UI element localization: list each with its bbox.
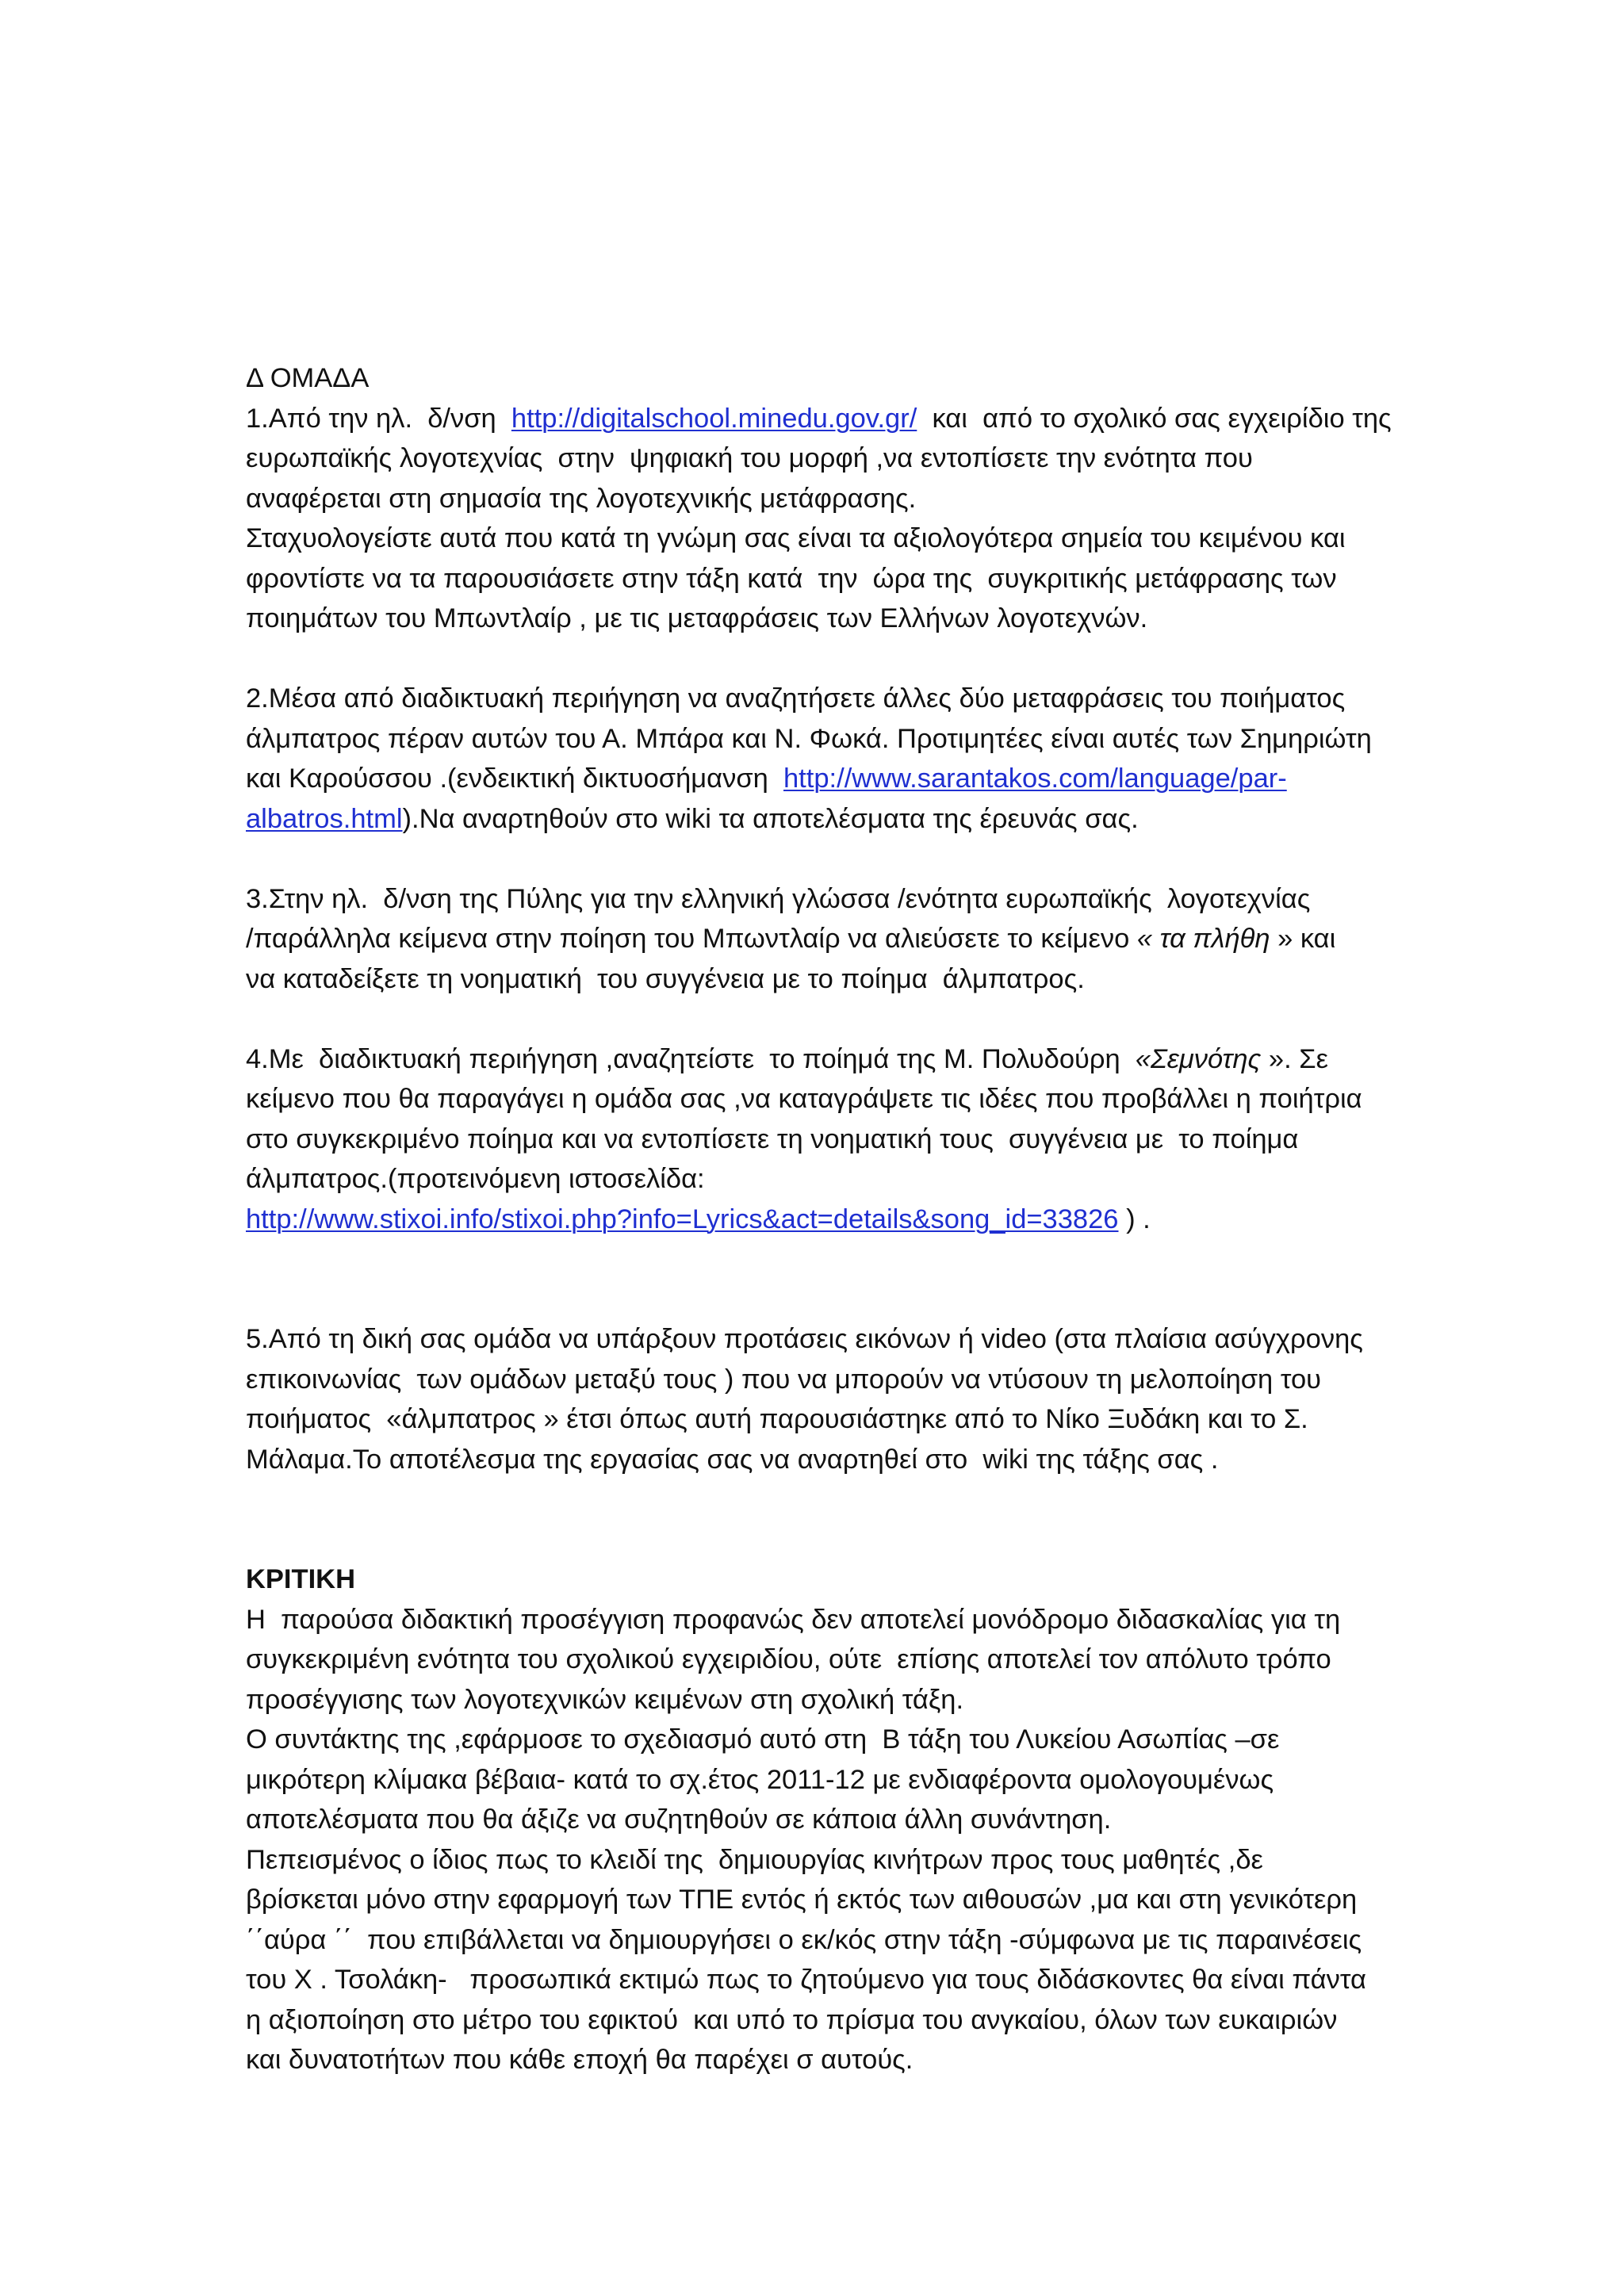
task-2-line-1: 2.Μέσα από διαδικτυακή περιήγηση να αναζητήσετε άλλες δύο μεταφράσεις του ποιήματος	[246, 683, 1346, 714]
group-title: Δ ΟΜΑΔΑ	[246, 363, 370, 393]
critique-p3-line: η αξιοποίηση στο μέτρο του εφικτού και υπό το πρίσμα του ανγκαίου, όλων των ευκαιριών	[246, 2004, 1338, 2035]
task-4-text: 4.Με διαδικτυακή περιήγηση ,αναζητείστε το ποίημά της Μ. Πολυδούρη	[246, 1043, 1136, 1074]
critique-p3-line: ΄΄αύρα ΄΄ που επιβάλλεται να δημιουργήσει ο εκ/κός στην τάξη -σύμφωνα με τις παραινέσεις	[246, 1924, 1362, 1955]
task-4-text: ». Σε	[1261, 1043, 1328, 1074]
task-2-text: ).Να αναρτηθούν στο wiki τα αποτελέσματα της έρευνάς σας.	[402, 803, 1139, 834]
task-4-line-5	[246, 1200, 1546, 1240]
sarantakos-link[interactable]: http://www.sarantakos.com/language/par-	[783, 763, 1287, 794]
task-1-text: και από το σχολικό σας εγχειρίδιο της	[917, 403, 1392, 434]
task-2-line-3	[246, 759, 1546, 799]
digitalschool-link[interactable]: http://digitalschool.minedu.gov.gr/	[511, 403, 917, 434]
task-2	[246, 679, 1546, 839]
critique-section	[246, 1559, 1546, 2080]
critique-p1-line: Η παρούσα διδακτική προσέγγιση προφανώς δεν αποτελεί μονόδρομο διδασκαλίας για τη	[246, 1604, 1341, 1635]
spacer	[246, 639, 1546, 679]
task-5-line-4: Μάλαμα.Το αποτέλεσμα της εργασίας σας να αναρτηθεί στο wiki της τάξης σας .	[246, 1444, 1219, 1475]
task-4-line-1	[246, 1039, 1546, 1080]
task-3-line-1: 3.Στην ηλ. δ/νση της Πύλης για την ελληνική γλώσσα /ενότητα ευρωπαϊκής λογοτεχνίας	[246, 883, 1311, 914]
task-1-text: 1.Από την ηλ. δ/νση	[246, 403, 511, 434]
stixoi-link[interactable]: http://www.stixoi.info/stixoi.php?info=Lyrics&act=details&song_id=33826	[246, 1203, 1119, 1234]
task-2-text: και Καρούσσου .(ενδεικτική δικτυοσήμανση	[246, 763, 783, 794]
task-5-line-3: ποιήματος «άλμπατρος » έτσι όπως αυτή παρουσιάστηκε από το Νίκο Ξυδάκη και το Σ.	[246, 1404, 1308, 1434]
critique-p2-line: μικρότερη κλίμακα βέβαια- κατά το σχ.έτος 2011-12 με ενδιαφέροντα ομολογουμένως	[246, 1764, 1274, 1795]
task-2-line-2: άλμπατρος πέραν αυτών του Α. Μπάρα και Ν. Φωκά. Προτιμητέες είναι αυτές των Σημηριώτη	[246, 723, 1372, 754]
task-3-line-2	[246, 919, 1546, 959]
critique-p1-line: συγκεκριμένη ενότητα του σχολικού εγχειριδίου, ούτε επίσης αποτελεί τον απόλυτο τρόπο	[246, 1644, 1331, 1674]
sarantakos-link-continued[interactable]: albatros.html	[246, 803, 403, 834]
critique-heading: ΚΡΙΤΙΚΗ	[246, 1564, 355, 1594]
task-4-line-3: στο συγκεκριμένο ποίημα και να εντοπίσετε τη νοηματική τους συγγένεια με το ποίημα	[246, 1123, 1299, 1154]
spacer	[246, 1479, 1546, 1559]
critique-p1-line: προσέγγισης των λογοτεχνικών κειμένων στη σχολική τάξη.	[246, 1684, 964, 1715]
task-1-line-5: φροντίστε να τα παρουσιάσετε στην τάξη κατά την ώρα της συγκριτικής μετάφρασης των	[246, 563, 1337, 594]
task-1-line-2: ευρωπαϊκής λογοτεχνίας στην ψηφιακή του μορφή ,να εντοπίσετε την ενότητα που	[246, 443, 1253, 473]
task-3-line-3: να καταδείξετε τη νοηματική του συγγένεια με το ποίημα άλμπατρος.	[246, 963, 1085, 994]
task-1-line-4: Σταχυολογείστε αυτά που κατά τη γνώμη σας είναι τα αξιολογότερα σημεία του κειμένου και	[246, 523, 1346, 553]
task-4-text: ) .	[1118, 1203, 1151, 1234]
task-5	[246, 1319, 1546, 1479]
spacer	[246, 1239, 1546, 1319]
critique-p3-line: του Χ . Τσολάκη- προσωπικά εκτιμώ πως το ζητούμενο για τους διδάσκοντες θα είναι πάντα	[246, 1965, 1366, 1995]
task-4	[246, 1039, 1546, 1240]
critique-p3-line: βρίσκεται μόνο στην εφαρμογή των ΤΠΕ εντός ή εκτός των αιθουσών ,μα και στη γενικότερη	[246, 1885, 1358, 1915]
task-3	[246, 879, 1546, 1000]
critique-p2-line: αποτελέσματα που θα άξιζε να συζητηθούν σε κάποια άλλη συνάντηση.	[246, 1804, 1112, 1835]
task-5-line-1: 5.Από τη δική σας ομάδα να υπάρξουν προτάσεις εικόνων ή video (στα πλαίσια ασύγχρονης	[246, 1324, 1363, 1354]
task-4-line-2: κείμενο που θα παραγάγει η ομάδα σας ,να καταγράψετε τις ιδέες που προβάλλει η ποιήτρια	[246, 1084, 1362, 1114]
task-4-line-4: άλμπατρος.(προτεινόμενη ιστοσελίδα:	[246, 1164, 705, 1194]
task-5-line-2: επικοινωνίας των ομάδων μεταξύ τους ) που να μπορούν να ντύσουν τη μελοποίηση του	[246, 1364, 1322, 1395]
task-3-text: /παράλληλα κείμενα στην ποίηση του Μπωντλαίρ να αλιεύσετε το κείμενο	[246, 924, 1137, 954]
poem-title-semnotis: «Σεμνότης	[1135, 1043, 1262, 1074]
critique-p3-line: και δυνατοτήτων που κάθε εποχή θα παρέχει σ αυτούς.	[246, 2045, 914, 2075]
spacer	[246, 839, 1546, 879]
document-body	[246, 358, 1546, 2080]
task-1-line-6: ποιημάτων του Μπωντλαίρ , με τις μεταφράσεις των Ελλήνων λογοτεχνών.	[246, 603, 1148, 633]
poem-title-ta-plithi: « τα πλήθη	[1136, 924, 1270, 954]
task-1-line-3: αναφέρεται στη σημασία της λογοτεχνικής μετάφρασης.	[246, 483, 917, 514]
task-2-line-4	[246, 799, 1546, 840]
task-3-text: » και	[1270, 924, 1336, 954]
spacer	[246, 999, 1546, 1039]
task-1-line-1	[246, 399, 1546, 439]
critique-p3-line: Πεπεισμένος ο ίδιος πως το κλειδί της δημιουργίας κινήτρων προς τους μαθητές ,δε	[246, 1844, 1263, 1875]
task-1	[246, 399, 1546, 639]
critique-p2-line: Ο συντάκτης της ,εφάρμοσε το σχεδιασμό αυτό στη Β τάξη του Λυκείου Ασωπίας –σε	[246, 1724, 1280, 1755]
